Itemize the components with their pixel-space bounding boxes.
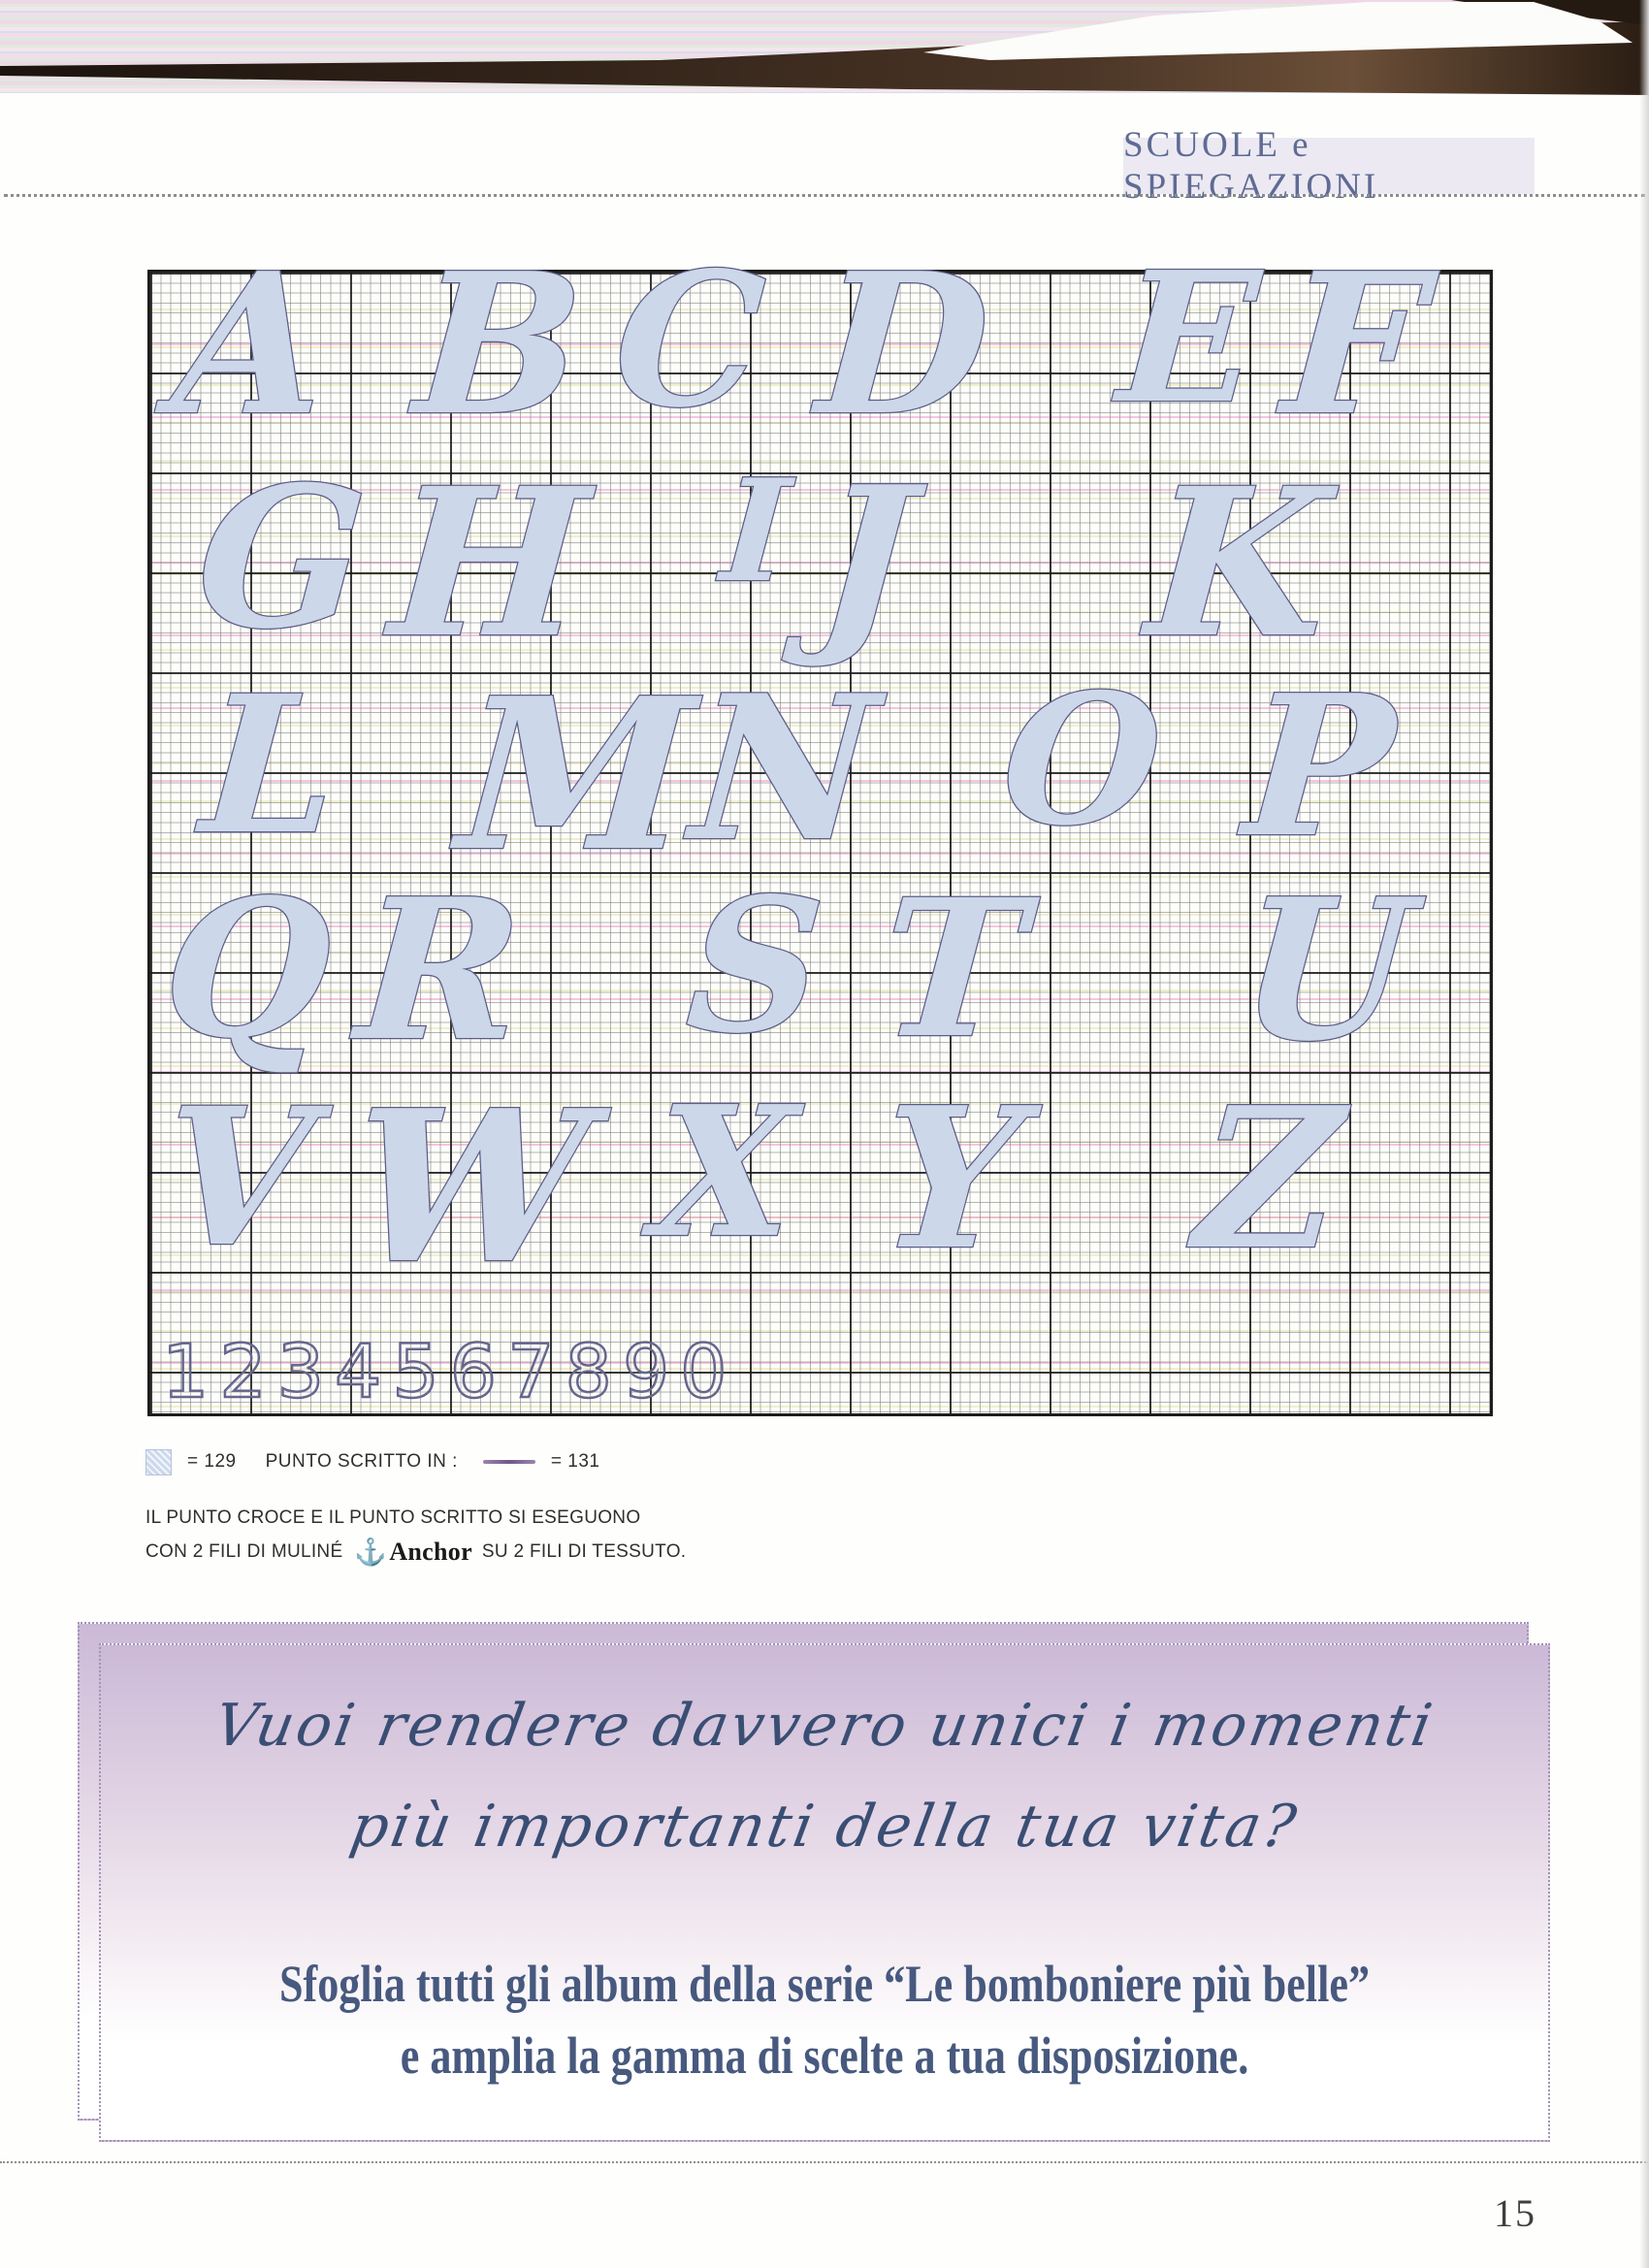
stitch-grid bbox=[147, 231, 1493, 1416]
stitch-letter-I: I bbox=[717, 449, 794, 614]
chart-note-line2 bbox=[146, 1533, 686, 1572]
promo-serif-line1: Sfoglia tutti gli album della serie “Le bomboniere più belle” bbox=[278, 1954, 1371, 2013]
stitch-letter-R: R bbox=[350, 857, 529, 1085]
promo-box bbox=[99, 1643, 1550, 2142]
header-dotted-divider bbox=[4, 194, 1645, 197]
stitch-letter-V: V bbox=[156, 1066, 320, 1288]
section-header-text: SCUOLE e SPIEGAZIONI bbox=[1123, 125, 1379, 207]
stitch-letter-G: G bbox=[190, 444, 373, 672]
stitch-letter-M: M bbox=[452, 652, 700, 897]
stitch-letter-Q: Q bbox=[156, 858, 338, 1080]
footer-dotted-divider bbox=[0, 2161, 1649, 2163]
stitch-letter-P: P bbox=[1238, 653, 1401, 881]
chart-note bbox=[146, 1505, 686, 1571]
stitch-letter-N: N bbox=[685, 653, 884, 886]
chart-note-line1: IL PUNTO CROCE E IL PUNTO SCRITTO SI ESEGUONO bbox=[146, 1507, 641, 1528]
anchor-icon: ⚓ bbox=[354, 1537, 388, 1567]
stitch-letter-U: U bbox=[1233, 857, 1419, 1085]
stitch-letter-B: B bbox=[408, 231, 590, 459]
stitch-letter-X: X bbox=[647, 1066, 802, 1278]
page-right-edge-shadow bbox=[1639, 0, 1649, 2268]
stitch-letter-C: C bbox=[608, 232, 771, 448]
stitch-letter-T: T bbox=[874, 858, 1032, 1080]
anchor-brand-name: Anchor bbox=[389, 1538, 472, 1567]
stitch-numbers: 1234567890 bbox=[162, 1328, 738, 1414]
stitch-letter-L: L bbox=[195, 654, 345, 876]
legend-swatch-value: = 129 bbox=[187, 1451, 237, 1472]
stitch-letter-Z: Z bbox=[1189, 1065, 1348, 1293]
chart-legend bbox=[146, 1447, 599, 1476]
section-header bbox=[1123, 125, 1535, 207]
stitch-letter-K: K bbox=[1141, 443, 1336, 683]
legend-stitch-label: PUNTO SCRITTO IN : bbox=[265, 1451, 458, 1472]
legend-line-value: = 131 bbox=[550, 1451, 600, 1472]
chart-note-line2-pre: CON 2 FILI DI MULINÉ bbox=[146, 1540, 343, 1562]
promo-script-line2: più importanti della tua vita? bbox=[345, 1793, 1304, 1861]
promo-script-line1: Vuoi rendere davvero unici i momenti bbox=[209, 1692, 1440, 1760]
stitch-letter-O: O bbox=[996, 654, 1168, 865]
stitch-letter-S: S bbox=[681, 858, 830, 1074]
anchor-brand-logo bbox=[354, 1533, 472, 1572]
backstitch-line-swatch bbox=[483, 1460, 535, 1464]
stitch-letter-F: F bbox=[1277, 231, 1432, 459]
stitch-letter-J: J bbox=[811, 444, 920, 672]
stitch-color-swatch bbox=[146, 1449, 172, 1475]
stitch-letter-Y: Y bbox=[874, 1065, 1030, 1293]
page-number: 15 bbox=[1494, 2191, 1536, 2235]
stitch-letter-A: A bbox=[166, 231, 334, 459]
stitch-letter-H: H bbox=[384, 443, 595, 683]
stitch-letter-D: D bbox=[811, 231, 996, 459]
chart-note-line2-post: SU 2 FILI DI TESSUTO. bbox=[481, 1540, 687, 1562]
promo-serif-line2: e amplia la gamma di scelte a tua disposizione. bbox=[400, 2025, 1249, 2085]
stitch-letter-W: W bbox=[345, 1064, 598, 1310]
stitch-letter-E: E bbox=[1113, 232, 1265, 443]
